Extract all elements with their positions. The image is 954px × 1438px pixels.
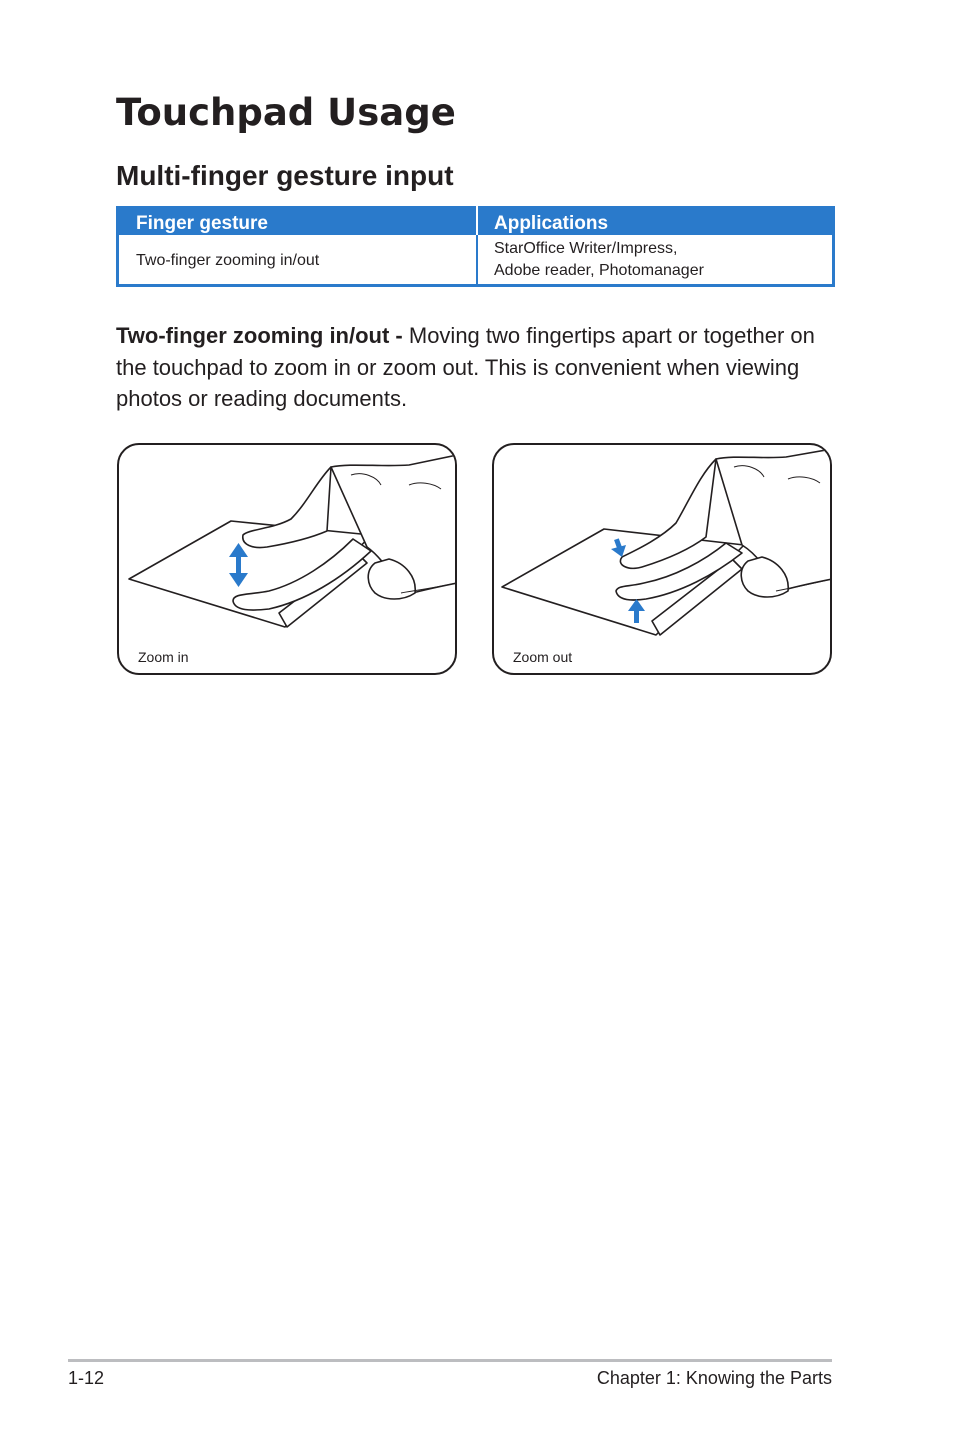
section-title: Multi-finger gesture input (116, 160, 454, 191)
zoom-in-illustration (119, 445, 457, 675)
header-applications: Applications (476, 206, 832, 235)
zoom-in-figure (117, 443, 457, 675)
zoom-out-illustration (494, 445, 832, 675)
gesture-table (116, 206, 835, 287)
header-finger-gesture: Finger gesture (136, 213, 268, 234)
applications-line-1: StarOffice Writer/Impress, (494, 240, 678, 257)
applications-cell (476, 235, 832, 284)
zoom-out-figure (492, 443, 832, 675)
chapter-title: Chapter 1: Knowing the Parts (596, 1368, 832, 1388)
page-title: Touchpad Usage (116, 91, 456, 134)
table-row (119, 235, 832, 284)
index-finger (243, 467, 331, 548)
zoom-out-caption: Zoom out (513, 649, 573, 665)
table-header-row (119, 206, 832, 235)
gesture-term: Two-finger zooming in/out - (116, 323, 409, 348)
applications-line-2: Adobe reader, Photomanager (494, 262, 704, 279)
gesture-description (116, 320, 846, 415)
gesture-description-text: Moving two fingertips apart or together on the touchpad to zoom in or zoom out. This is convenient when viewing photos or reading documents. (116, 323, 815, 411)
page-number: 1-12 (68, 1368, 105, 1388)
gesture-cell: Two-finger zooming in/out (136, 251, 320, 269)
footer-rule (68, 1359, 832, 1362)
zoom-in-caption: Zoom in (138, 649, 189, 665)
